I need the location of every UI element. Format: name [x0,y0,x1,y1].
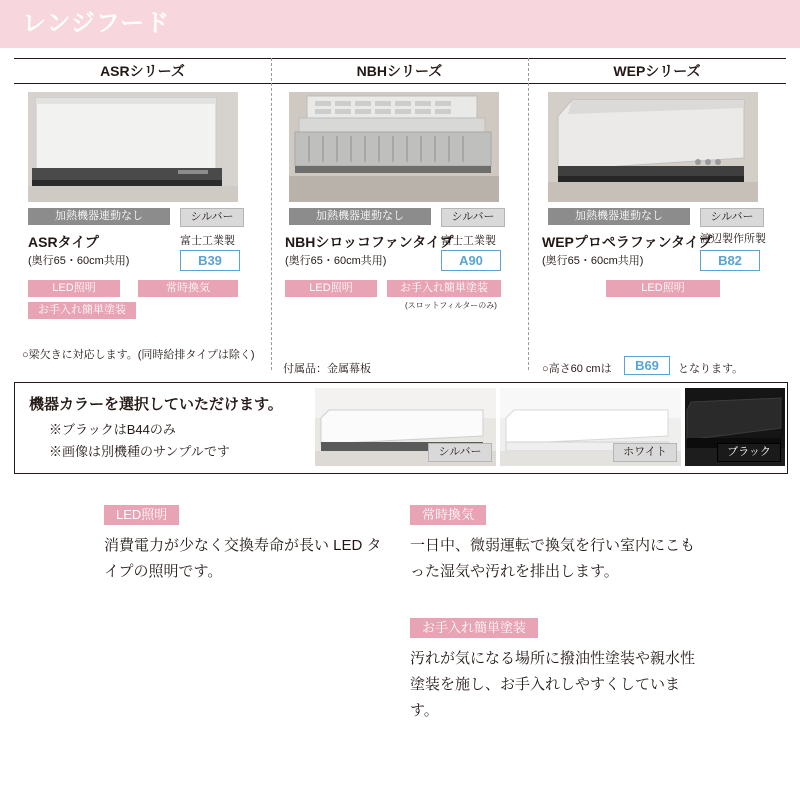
color-chip-white: ホワイト [613,443,677,462]
tag-led-asr: LED照明 [28,280,120,297]
note-nbh: 付属品：金属幕板 [283,363,371,375]
code-box-wep: B82 [700,250,760,271]
tag-easy-coating-asr: お手入れ簡単塗装 [28,302,136,319]
feature-tag-easy-coating: お手入れ簡単塗装 [410,618,538,638]
tag-led-wep: LED照明 [606,280,720,297]
color-select-title: 機器カラーを選択していただけます。 [29,396,283,413]
tag-easy-coating-nbh: お手入れ簡単塗装 [387,280,501,297]
note-wep-pre: ○高さ60 cmは [542,363,612,375]
wep-hood-illustration [548,92,758,202]
color-chip-nbh: シルバー [441,208,505,227]
color-select-note-2: ※画像は別機種のサンプルです [49,444,230,459]
feature-led [104,505,394,585]
nbh-hood-illustration [289,92,499,202]
feature-ventilation [410,505,696,585]
feature-tag-led: LED照明 [104,505,179,525]
color-thumb-silver [315,388,496,466]
type-sub-nbh: (奥行65・60cm共用) [285,255,387,267]
series-column-nbh [271,82,528,375]
series-header-nbh: NBHシリーズ [356,63,443,79]
product-image-wep [548,92,758,202]
type-sub-wep: (奥行65・60cm共用) [542,255,644,267]
series-header-asr: ASRシリーズ [100,63,185,79]
feature-text-easy-coating: 汚れが気になる場所に撥油性塗装や親水性塗装を施し、お手入れしやすくしています。 [410,650,696,719]
color-chip-wep: シルバー [700,208,764,227]
color-chip-asr: シルバー [180,208,244,227]
type-sub-asr: (奥行65・60cm共用) [28,255,130,267]
color-chip-silver: シルバー [428,443,492,462]
product-image-asr [28,92,238,202]
tag-note-nbh: (スロットフィルターのみ) [405,301,497,310]
note-wep-post: となります。 [678,363,744,375]
color-thumb-black [685,388,785,466]
series-table [14,58,786,375]
color-thumb-white [500,388,681,466]
tag-ventilation-asr: 常時換気 [138,280,238,297]
maker-nbh: 富士工業製 [441,235,496,247]
badge-no-heater-link-asr: 加熱機器連動なし [28,208,170,225]
series-header-wep: WEPシリーズ [613,63,701,79]
tag-led-nbh: LED照明 [285,280,377,297]
badge-no-heater-link-nbh: 加熱機器連動なし [289,208,431,225]
color-chip-black: ブラック [717,443,781,462]
feature-text-led: 消費電力が少なく交換寿命が長い LED タイプの照明です。 [104,537,382,580]
code-box-nbh: A90 [441,250,501,271]
product-image-nbh [289,92,499,202]
maker-asr: 富士工業製 [180,235,235,247]
maker-wep: 渡辺製作所製 [700,233,766,245]
series-header-row [14,58,786,84]
page-title: レンジフード [22,10,171,37]
type-name-wep: WEPプロペラファンタイプ [542,234,713,250]
series-column-wep [528,82,786,375]
note-asr: ○梁欠きに対応します。(同時給排タイプは除く) [22,349,255,361]
note-code-wep: B69 [624,356,670,375]
code-box-asr: B39 [180,250,240,271]
asr-hood-illustration [28,92,238,202]
series-column-asr [14,82,271,370]
feature-text-ventilation: 一日中、微弱運転で換気を行い室内にこもった湿気や汚れを排出します。 [410,537,696,580]
feature-easy-coating [410,618,696,724]
type-name-nbh: NBHシロッコファンタイプ [285,234,454,250]
color-select-box [14,382,788,474]
badge-no-heater-link-wep: 加熱機器連動なし [548,208,690,225]
color-select-note-1: ※ブラックはB44のみ [49,422,176,437]
type-name-asr: ASRタイプ [28,234,99,250]
feature-tag-ventilation: 常時換気 [410,505,486,525]
